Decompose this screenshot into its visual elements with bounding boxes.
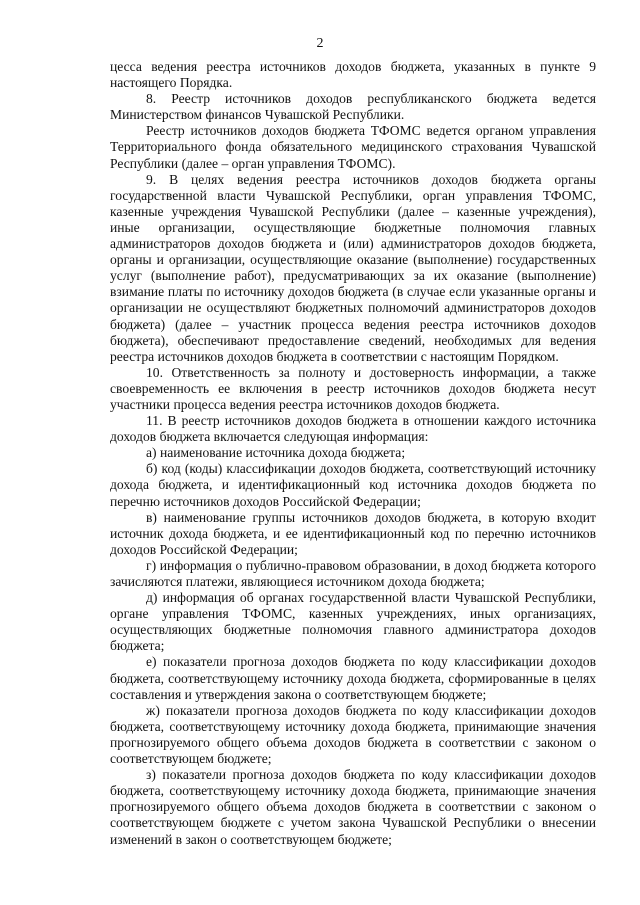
list-item-v: в) наименование группы источников доходов бюджета, в которую входит источник дохода бюджета, и ее идентификационный код по перечню источников доходов Российской Федерации; bbox=[110, 509, 596, 557]
list-item-b: б) код (коды) классификации доходов бюджета, соответствующий источнику дохода бюджета, и идентификационный код источника доходов бюджета по перечню источников доходов Российской Федерации; bbox=[110, 461, 596, 509]
list-item-a: а) наименование источника дохода бюджета; bbox=[146, 445, 406, 461]
document-body bbox=[110, 59, 596, 848]
list-item-g: г) информация о публично-правовом образовании, в доход бюджета которого зачисляются платежи, являющиеся источником дохода бюджета; bbox=[110, 557, 596, 589]
paragraph-item-8: 8. Реестр источников доходов республиканского бюджета ведется Министерством финансов Чувашской Республики. bbox=[110, 91, 596, 123]
page-number: 2 bbox=[316, 36, 324, 51]
paragraph-item-9: 9. В целях ведения реестра источников доходов бюджета органы государственной власти Чувашской Республики, орган управления ТФОМС, казенные учреждения Чувашской Республики (далее – казенные учреждения), иные организации, осуществляющие бюджетные полномочия главных администраторов доходов бюджета и (или) администраторов доходов бюджета, органы и организации, осуществляющие оказание (выполнение) государственных услуг (выполнение работ), предусматривающих за их оказание (выполнение) взимание платы по источнику доходов бюджета (в случае если указанные органы и организации не осуществляют бюджетных полномочий администраторов доходов бюджета) (далее – участник процесса ведения реестра источников доходов бюджета), обеспечивают предоставление сведений, необходимых для ведения реестра источников доходов бюджета в соответствии с настоящим Порядком. bbox=[110, 171, 596, 364]
paragraph-continuation: цесса ведения реестра источников доходов бюджета, указанных в пункте 9 настоящего Порядка. bbox=[110, 59, 596, 91]
list-item-e: е) показатели прогноза доходов бюджета по коду классификации доходов бюджета, соответствующему источнику дохода бюджета, сформированные в целях составления и утверждения закона о соответствующем бюджете; bbox=[110, 654, 596, 702]
paragraph-tfoms-registry: Реестр источников доходов бюджета ТФОМС ведется органом управления Территориального фонда обязательного медицинского страхования Чувашской Республики (далее – орган управления ТФОМС). bbox=[110, 123, 596, 171]
paragraph-item-10: 10. Ответственность за полноту и достоверность информации, а также своевременность ее включения в реестр источников доходов бюджета несут участники процесса ведения реестра источников доходов бюджета. bbox=[110, 364, 596, 412]
list-item-z: з) показатели прогноза доходов бюджета по коду классификации доходов бюджета, соответствующему источнику дохода бюджета, принимающие значения прогнозируемого общего объема доходов бюджета в соответствии с законом о соответствующем бюджете с учетом закона Чувашской Республики о внесении изменений в закон о соответствующем бюджете; bbox=[110, 767, 596, 847]
list-item-zh: ж) показатели прогноза доходов бюджета по коду классификации доходов бюджета, соответствующему источнику дохода бюджета, принимающие значения прогнозируемого общего объема доходов бюджета в соответствии с законом о соответствующем бюджете; bbox=[110, 702, 596, 767]
list-item-d: д) информация об органах государственной власти Чувашской Республики, органе управления ТФОМС, казенных учреждениях, иных организациях, осуществляющих бюджетные полномочия главного администратора доходов бюджета; bbox=[110, 590, 596, 654]
paragraph-item-11: 11. В реестр источников доходов бюджета в отношении каждого источника доходов бюджета включается следующая информация: bbox=[110, 413, 596, 445]
